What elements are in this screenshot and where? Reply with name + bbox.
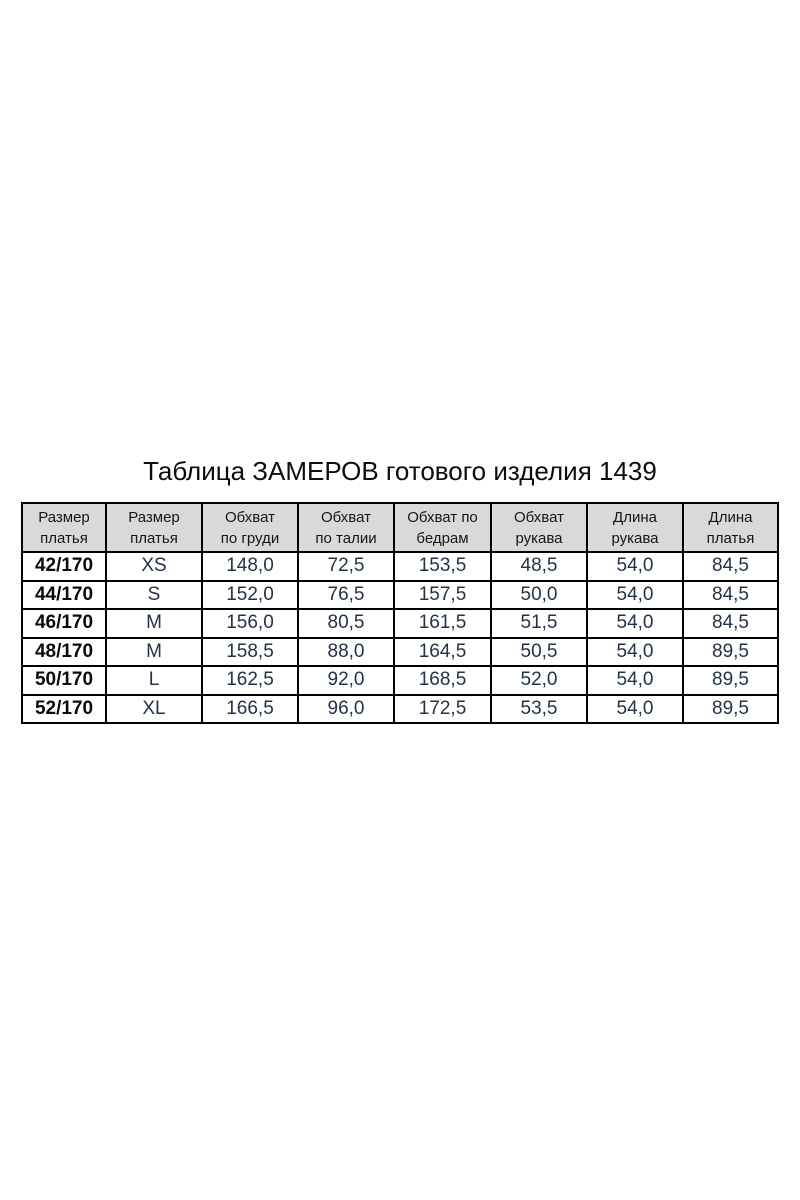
cell-waist-girth: 92,0 <box>298 666 394 695</box>
cell-sleeve-girth: 51,5 <box>491 609 587 638</box>
column-header-line2: бедрам <box>416 529 469 547</box>
cell-waist-girth: 76,5 <box>298 581 394 610</box>
column-header-line1: Размер <box>128 508 180 526</box>
cell-dress-size: 46/170 <box>22 609 106 638</box>
cell-waist-girth: 72,5 <box>298 552 394 581</box>
cell-dress-length: 84,5 <box>683 609 778 638</box>
cell-hip-girth: 164,5 <box>394 638 491 667</box>
cell-intl-size: M <box>106 609 202 638</box>
cell-dress-length: 84,5 <box>683 552 778 581</box>
table-row <box>22 666 778 695</box>
cell-sleeve-length: 54,0 <box>587 695 683 724</box>
cell-intl-size: S <box>106 581 202 610</box>
column-header-hip-girth <box>394 503 491 552</box>
column-header-line1: Обхват <box>321 508 371 526</box>
cell-sleeve-length: 54,0 <box>587 581 683 610</box>
column-header-line2: рукава <box>611 529 659 547</box>
cell-waist-girth: 96,0 <box>298 695 394 724</box>
cell-dress-size: 50/170 <box>22 666 106 695</box>
cell-chest-girth: 162,5 <box>202 666 298 695</box>
cell-sleeve-length: 54,0 <box>587 638 683 667</box>
header-row <box>22 503 778 552</box>
table-row <box>22 695 778 724</box>
table-row <box>22 581 778 610</box>
cell-sleeve-girth: 52,0 <box>491 666 587 695</box>
column-header-line2: рукава <box>515 529 563 547</box>
table-row <box>22 638 778 667</box>
size-measurements-table <box>21 502 779 724</box>
cell-intl-size: XS <box>106 552 202 581</box>
cell-hip-girth: 168,5 <box>394 666 491 695</box>
cell-sleeve-girth: 48,5 <box>491 552 587 581</box>
column-header-line1: Длина <box>708 508 753 526</box>
cell-sleeve-length: 54,0 <box>587 609 683 638</box>
table-row <box>22 609 778 638</box>
column-header-line1: Длина <box>613 508 657 526</box>
table-row <box>22 552 778 581</box>
column-header-dress-size-intl <box>106 503 202 552</box>
cell-dress-length: 89,5 <box>683 666 778 695</box>
cell-sleeve-girth: 50,0 <box>491 581 587 610</box>
cell-hip-girth: 157,5 <box>394 581 491 610</box>
column-header-line2: платья <box>130 529 178 547</box>
column-header-sleeve-girth <box>491 503 587 552</box>
cell-chest-girth: 166,5 <box>202 695 298 724</box>
cell-waist-girth: 80,5 <box>298 609 394 638</box>
page-title: Таблица ЗАМЕРОВ готового изделия 1439 <box>143 456 657 486</box>
cell-dress-size: 48/170 <box>22 638 106 667</box>
column-header-line1: Обхват <box>225 508 275 526</box>
cell-sleeve-length: 54,0 <box>587 552 683 581</box>
cell-hip-girth: 161,5 <box>394 609 491 638</box>
cell-intl-size: L <box>106 666 202 695</box>
column-header-line1: Обхват по <box>407 508 478 526</box>
cell-intl-size: XL <box>106 695 202 724</box>
cell-sleeve-length: 54,0 <box>587 666 683 695</box>
cell-chest-girth: 158,5 <box>202 638 298 667</box>
column-header-line1: Обхват <box>514 508 564 526</box>
column-header-line1: Размер <box>38 508 90 526</box>
cell-waist-girth: 88,0 <box>298 638 394 667</box>
cell-sleeve-girth: 53,5 <box>491 695 587 724</box>
column-header-line2: по груди <box>220 529 280 547</box>
cell-dress-size: 44/170 <box>22 581 106 610</box>
column-header-sleeve-length <box>587 503 683 552</box>
cell-chest-girth: 148,0 <box>202 552 298 581</box>
column-header-dress-size-ru <box>22 503 106 552</box>
cell-dress-size: 52/170 <box>22 695 106 724</box>
cell-hip-girth: 172,5 <box>394 695 491 724</box>
cell-chest-girth: 152,0 <box>202 581 298 610</box>
cell-intl-size: M <box>106 638 202 667</box>
cell-dress-length: 89,5 <box>683 695 778 724</box>
cell-dress-length: 84,5 <box>683 581 778 610</box>
cell-hip-girth: 153,5 <box>394 552 491 581</box>
column-header-line2: по талии <box>315 529 377 547</box>
column-header-dress-length <box>683 503 778 552</box>
cell-chest-girth: 156,0 <box>202 609 298 638</box>
column-header-line2: платья <box>706 529 755 547</box>
column-header-line2: платья <box>40 529 88 547</box>
column-header-chest-girth <box>202 503 298 552</box>
cell-dress-size: 42/170 <box>22 552 106 581</box>
cell-dress-length: 89,5 <box>683 638 778 667</box>
column-header-waist-girth <box>298 503 394 552</box>
cell-sleeve-girth: 50,5 <box>491 638 587 667</box>
